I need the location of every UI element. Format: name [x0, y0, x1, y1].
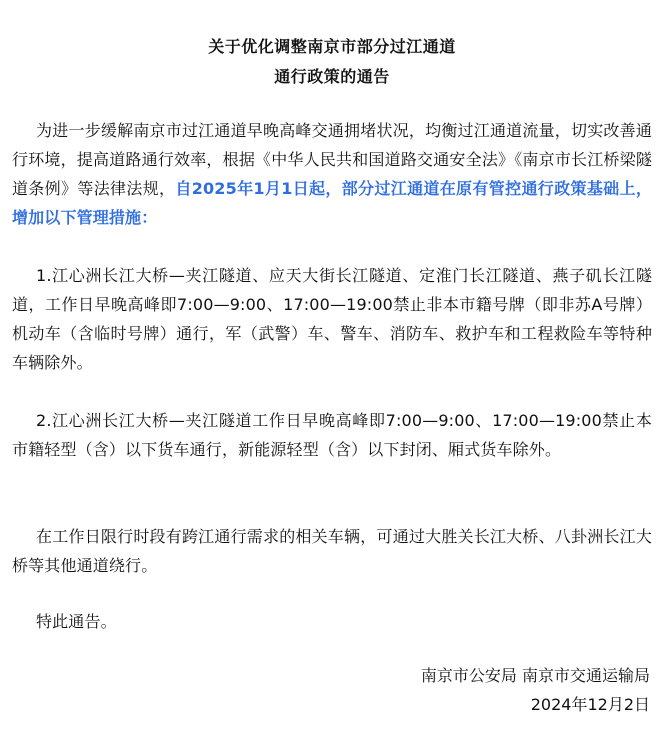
- issue-date: 2024年12月2日: [530, 695, 650, 714]
- detour-note-text: 在工作日限行时段有跨江通行需求的相关车辆，可通过大胜关长江大桥、八卦洲长江大桥等其他通道绕行。: [12, 527, 652, 575]
- measure-item-2-text: 2.江心洲长江大桥—夹江隧道工作日早晚高峰即7:00—9:00、17:00—19:00禁止本市籍轻型（含）以下货车通行，新能源轻型（含）以下封闭、厢式货车除外。: [12, 411, 652, 459]
- measure-item-1-text: 1.江心洲长江大桥—夹江隧道、应天大街长江隧道、定淮门长江隧道、燕子矶长江隧道，工作日早晚高峰即7:00—9:00、17:00—19:00禁止非本市籍号牌（即非苏A号牌）机动车（含临时号牌）通行，军（武警）车、警车、消防车、救护车和工程救险车等特种车辆除外。: [12, 266, 652, 372]
- notice-title-line2: 通行政策的通告: [274, 67, 390, 86]
- issuing-authorities: 南京市公安局 南京市交通运输局: [420, 666, 650, 685]
- closing-text: 特此通告。: [36, 612, 117, 631]
- intro-text: 为进一步缓解南京市过江通道早晚高峰交通拥堵状况，均衡过江通道流量，切实改善通行环境，提高道路通行效率，根据《中华人民共和国道路交通安全法》《南京市长江桥梁隧道条例》等法律法规，: [12, 121, 652, 198]
- measure-item-1: [12, 261, 652, 377]
- intro-paragraph: [12, 116, 652, 232]
- closing-paragraph: [12, 607, 652, 636]
- detour-note-paragraph: [12, 522, 652, 580]
- notice-title-line1: 关于优化调整南京市部分过江通道: [208, 37, 456, 56]
- intro-highlight-text: 自2025年1月1日起，部分过江通道在原有管控通行政策基础上，增加以下管理措施：: [12, 179, 652, 227]
- measure-item-2: [12, 406, 652, 464]
